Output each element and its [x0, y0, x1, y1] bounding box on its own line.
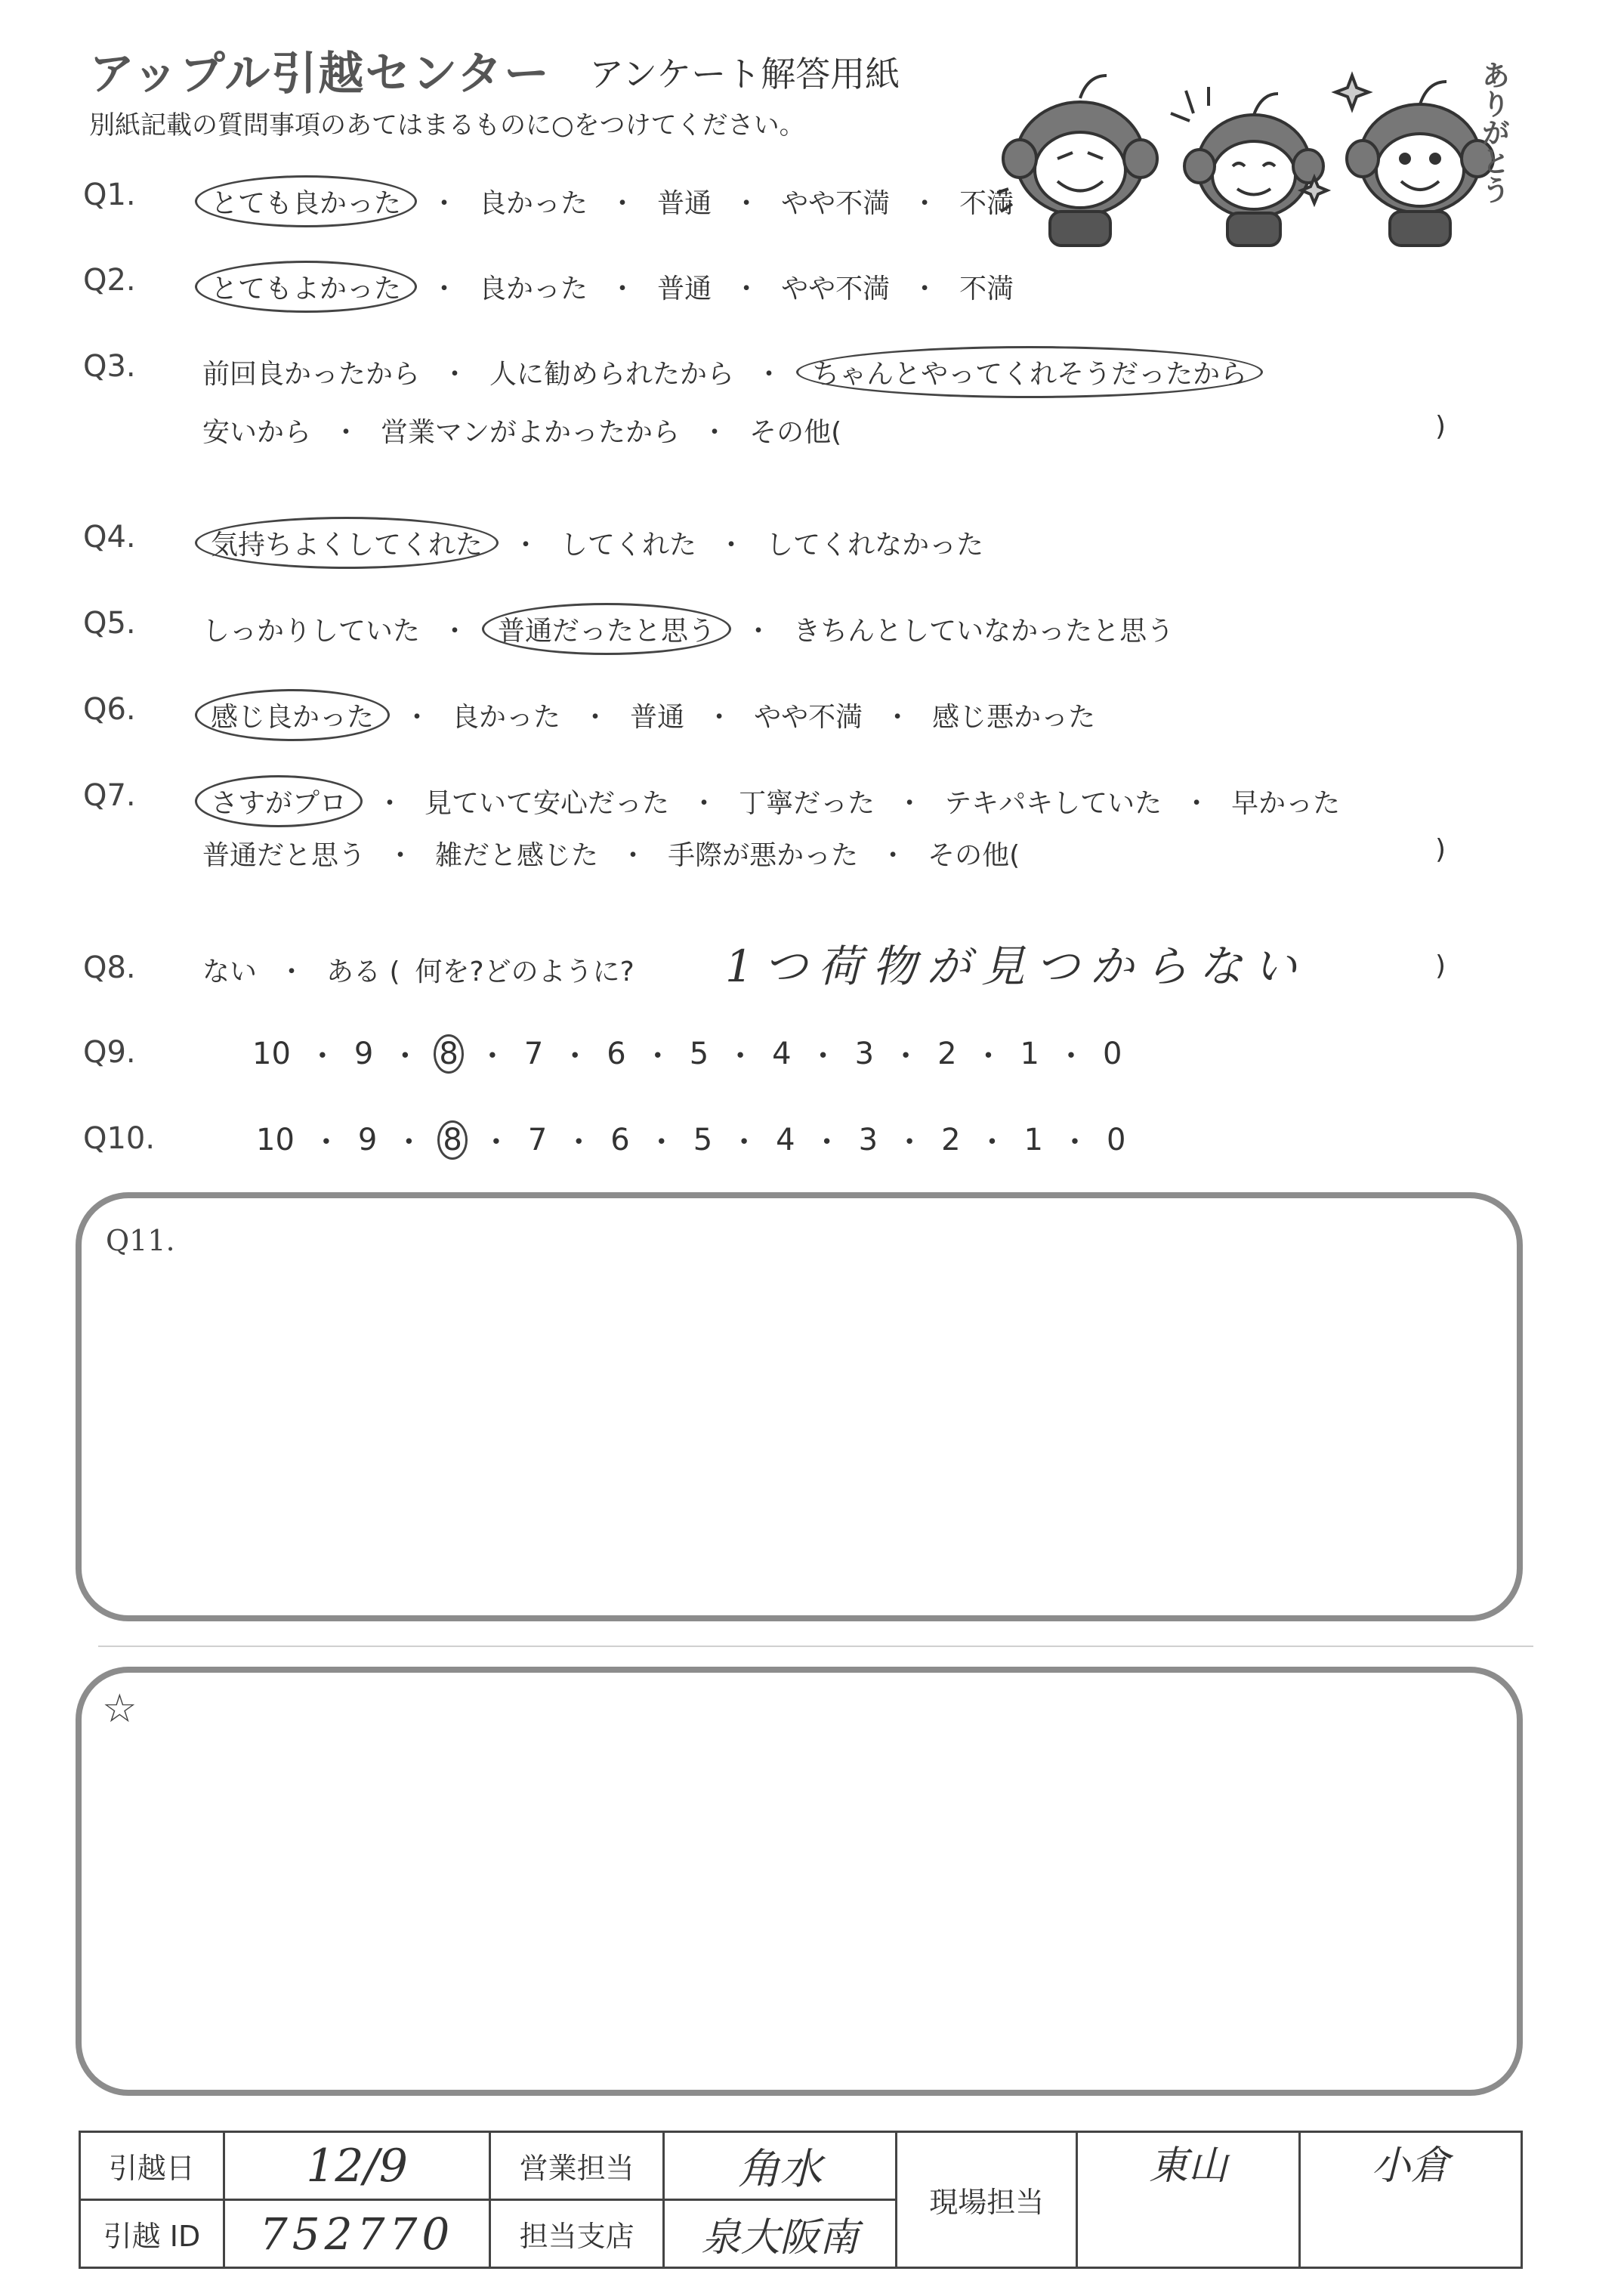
q7-label: Q7. [83, 778, 136, 813]
q8-option-some[interactable]: ある ( [326, 956, 400, 987]
q5-option-3[interactable]: きちんとしていなかったと思う [793, 616, 1175, 647]
q2-options: とてもよかった ・ 良かった ・ 普通 ・ やや不満 ・ 不満 [195, 261, 1021, 313]
q1-options: とても良かった ・ 良かった ・ 普通 ・ やや不満 ・ 不満 [195, 175, 1021, 227]
q9-score-7[interactable]: 7 [523, 1036, 544, 1071]
q5-option-2[interactable]: 普通だったと思う [482, 603, 731, 655]
q7-option-1[interactable]: さすがプロ [195, 775, 363, 827]
q10-score-3[interactable]: 3 [858, 1122, 878, 1157]
q3-option-3[interactable]: ちゃんとやってくれそうだったから [796, 346, 1263, 398]
q7-options-line2: 普通だと思う ・ 雑だと感じた ・ 手際が悪かった ・ その他( [195, 831, 1027, 876]
q10-label: Q10. [83, 1121, 156, 1156]
q9-score-8[interactable]: 8 [434, 1034, 463, 1074]
q3-option-other[interactable]: その他( [749, 417, 842, 448]
site-staff-2[interactable]: 小倉 [1299, 2132, 1521, 2268]
q10-scale: 10 ・ 9 ・ 8 ・ 7 ・ 6 ・ 5 ・ 4 ・ 3 ・ 2 ・ 1 ・ 0 [253, 1118, 1128, 1161]
q4-options: 気持ちよくしてくれた ・ してくれた ・ してくれなかった [195, 517, 991, 569]
q7-option-2[interactable]: 見ていて安心だった [425, 788, 670, 819]
q1-option-1[interactable]: とても良かった [195, 175, 417, 227]
q7-option-5[interactable]: 早かった [1231, 788, 1341, 819]
q1-option-2[interactable]: 良かった [479, 188, 588, 219]
q8-option-none[interactable]: ない [202, 956, 258, 987]
q9-score-5[interactable]: 5 [689, 1036, 709, 1071]
q2-option-4[interactable]: やや不満 [781, 273, 891, 304]
q7-option-7[interactable]: 雑だと感じた [435, 840, 599, 871]
q10-score-2[interactable]: 2 [941, 1122, 961, 1157]
q5-options: しっかりしていた ・ 普通だったと思う ・ きちんとしていなかったと思う [195, 603, 1181, 655]
q3-option-5[interactable]: 営業マンがよかったから [381, 417, 681, 448]
q11-label: Q11. [106, 1224, 175, 1257]
q1-label: Q1. [83, 178, 136, 212]
q8-handwritten-answer[interactable]: 1つ荷物が見つからない [725, 941, 1308, 992]
q4-option-1[interactable]: 気持ちよくしてくれた [195, 517, 499, 569]
q6-option-2[interactable]: 良かった [452, 702, 561, 733]
q8-options: ない ・ ある ( 何を?どのように? [195, 947, 642, 992]
q5-option-1[interactable]: しっかりしていた [202, 616, 421, 647]
q8-label: Q8. [83, 950, 136, 985]
q8-close-paren: ) [1435, 950, 1446, 981]
q9-label: Q9. [83, 1035, 136, 1070]
thanks-text: ありがとう [1477, 60, 1510, 204]
site-staff-1[interactable]: 東山 [1077, 2132, 1299, 2268]
q9-score-9[interactable]: 9 [354, 1036, 374, 1071]
q7-option-4[interactable]: テキパキしていた [944, 788, 1162, 819]
q4-option-3[interactable]: してくれなかった [766, 530, 984, 561]
q9-score-1[interactable]: 1 [1020, 1036, 1039, 1071]
q6-options: 感じ良かった ・ 良かった ・ 普通 ・ やや不満 ・ 感じ悪かった [195, 689, 1103, 741]
q3-label: Q3. [83, 349, 136, 384]
q9-scale: 10 ・ 9 ・ 8 ・ 7 ・ 6 ・ 5 ・ 4 ・ 3 ・ 2 ・ 1 ・ 0 [249, 1032, 1125, 1075]
q10-score-5[interactable]: 5 [693, 1122, 713, 1157]
q9-score-3[interactable]: 3 [854, 1036, 875, 1071]
move-date-value[interactable]: 12/9 [224, 2132, 489, 2200]
q3-options-line2: 安いから ・ 営業マンがよかったから ・ その他( [195, 408, 849, 453]
q3-options-line1: 前回良かったから ・ 人に勧められたから ・ ちゃんとやってくれそうだったから [195, 346, 1263, 398]
q9-score-2[interactable]: 2 [937, 1036, 957, 1071]
q1-option-4[interactable]: やや不満 [781, 188, 891, 219]
q2-label: Q2. [83, 263, 136, 298]
move-id-value[interactable]: 752770 [224, 2200, 489, 2268]
q3-option-4[interactable]: 安いから [202, 417, 312, 448]
q6-label: Q6. [83, 692, 136, 727]
q9-score-10[interactable]: 10 [252, 1036, 291, 1071]
q11-comment-box[interactable] [76, 1192, 1523, 1621]
q3-option-1[interactable]: 前回良かったから [202, 359, 421, 390]
mascot-monkeys-illustration [997, 45, 1511, 249]
sales-value[interactable]: 角水 [664, 2132, 897, 2200]
form-title: アンケート解答用紙 [589, 54, 900, 94]
q9-score-6[interactable]: 6 [607, 1036, 626, 1071]
branch-value[interactable]: 泉大阪南 [664, 2200, 897, 2268]
q10-score-9[interactable]: 9 [357, 1122, 378, 1157]
q8-prompt: 何を?どのように? [415, 956, 634, 987]
q7-option-6[interactable]: 普通だと思う [202, 840, 366, 871]
q7-option-3[interactable]: 丁寧だった [739, 788, 875, 819]
q2-option-3[interactable]: 普通 [657, 273, 712, 304]
q1-option-3[interactable]: 普通 [657, 188, 712, 219]
q7-option-8[interactable]: 手際が悪かった [668, 840, 859, 871]
move-date-label: 引越日 [80, 2132, 224, 2200]
section-divider [98, 1646, 1533, 1647]
q6-option-3[interactable]: 普通 [630, 702, 685, 733]
q2-option-1[interactable]: とてもよかった [195, 261, 417, 313]
footer-info-table [79, 2131, 1523, 2269]
q4-label: Q4. [83, 520, 136, 555]
q1-option-5[interactable]: 不満 [959, 188, 1014, 219]
q3-option-2[interactable]: 人に勧められたから [489, 359, 735, 390]
q2-option-2[interactable]: 良かった [479, 273, 588, 304]
q2-option-5[interactable]: 不満 [959, 273, 1014, 304]
q10-score-7[interactable]: 7 [527, 1122, 548, 1157]
q10-score-10[interactable]: 10 [256, 1122, 295, 1157]
company-name: アップル引越センター [89, 48, 551, 100]
q10-score-1[interactable]: 1 [1023, 1122, 1043, 1157]
q9-score-0[interactable]: 0 [1102, 1036, 1122, 1071]
q4-option-2[interactable]: してくれた [560, 530, 697, 561]
q9-score-4[interactable]: 4 [772, 1036, 792, 1071]
q10-score-8[interactable]: 8 [437, 1120, 467, 1160]
q10-score-0[interactable]: 0 [1106, 1122, 1126, 1157]
q3-close-paren: ) [1435, 411, 1446, 442]
q6-option-4[interactable]: やや不満 [754, 702, 863, 733]
q7-option-other[interactable]: その他( [928, 840, 1020, 871]
q6-option-1[interactable]: 感じ良かった [195, 689, 390, 741]
q10-score-6[interactable]: 6 [610, 1122, 630, 1157]
q10-score-4[interactable]: 4 [776, 1122, 795, 1157]
move-id-label: 引越 ID [80, 2200, 224, 2268]
star-comment-box[interactable] [76, 1667, 1523, 2096]
branch-label: 担当支店 [490, 2200, 664, 2268]
instructions: 別紙記載の質問事項のあてはまるものに○をつけてください。 [89, 110, 805, 141]
q6-option-5[interactable]: 感じ悪かった [932, 702, 1096, 733]
q7-close-paren: ) [1435, 834, 1446, 865]
site-label: 現場担当 [897, 2132, 1077, 2268]
q5-label: Q5. [83, 606, 136, 641]
q7-options-line1: さすがプロ ・ 見ていて安心だった ・ 丁寧だった ・ テキパキしていた ・ 早かった [195, 775, 1348, 827]
sales-label: 営業担当 [490, 2132, 664, 2200]
star-icon: ☆ [102, 1686, 137, 1732]
